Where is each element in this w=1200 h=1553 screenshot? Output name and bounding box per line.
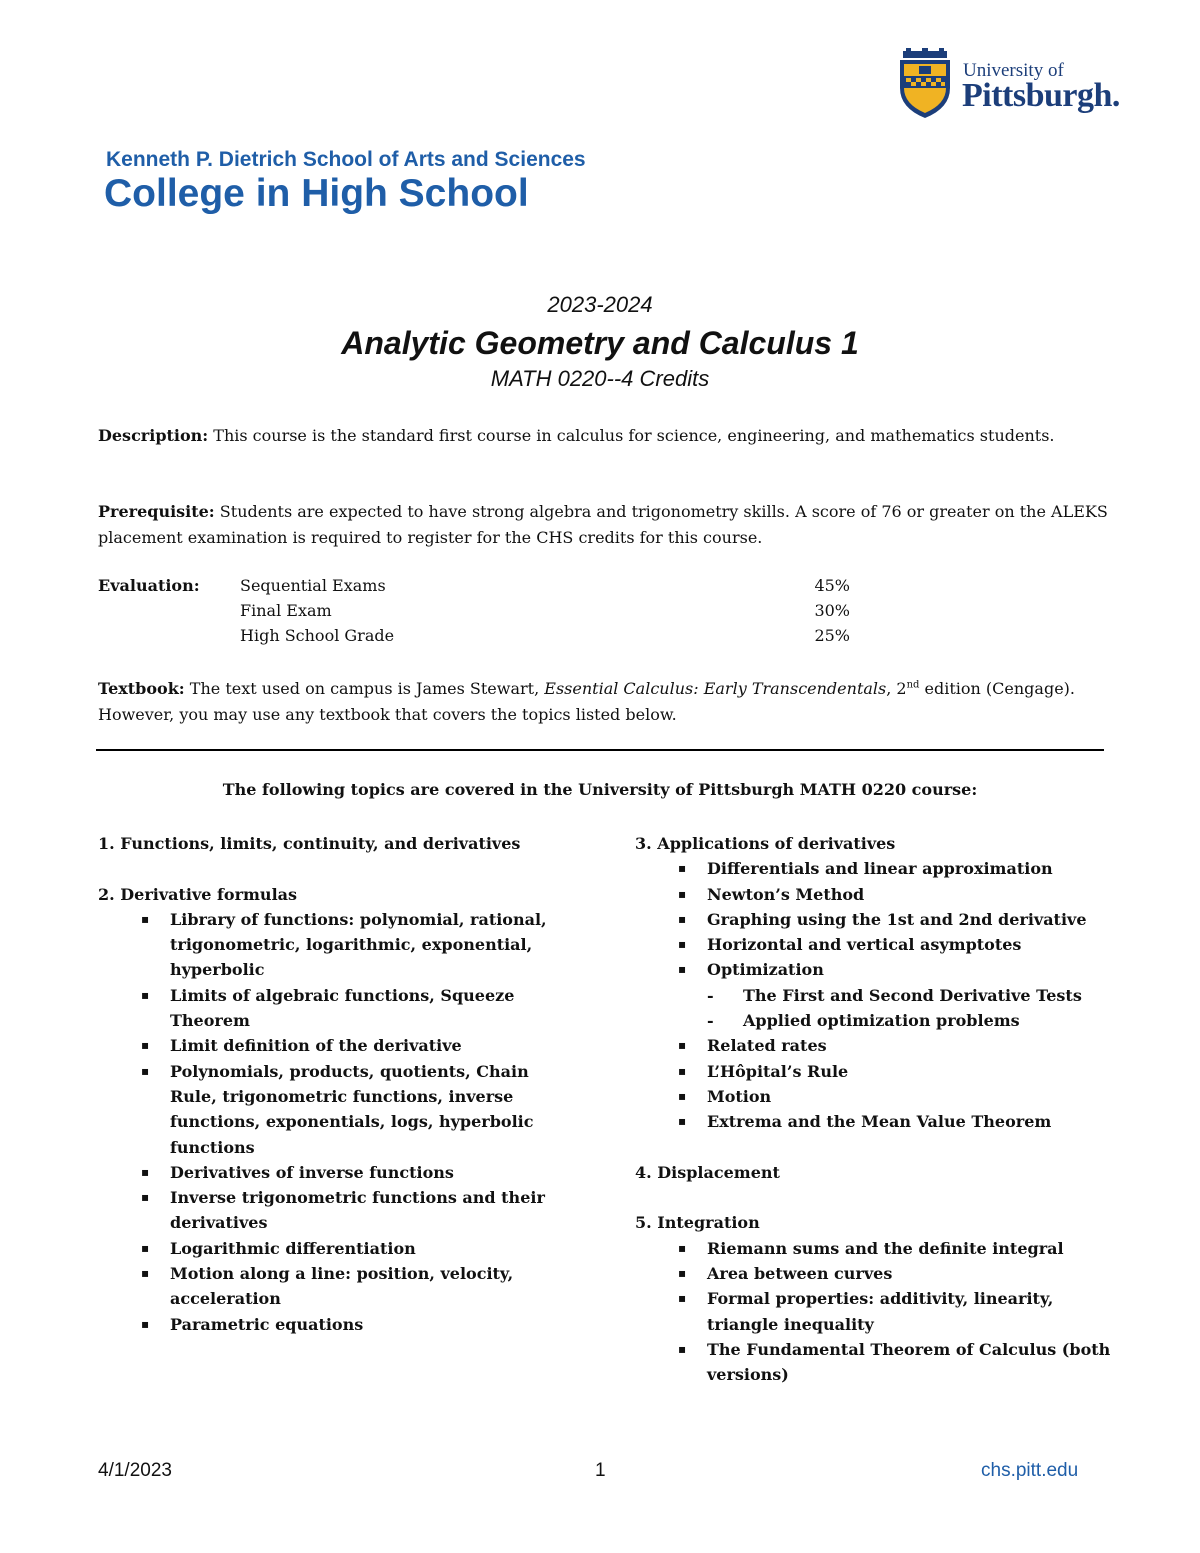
list-item: ▪ L’Hôpital’s Rule [635, 1059, 1115, 1084]
list-item: ▪ Parametric equations [98, 1312, 568, 1337]
textbook-text-post: edition (Cengage). However, you may use any textbook that covers the topics listed below. [98, 679, 1075, 724]
course-code: MATH 0220--4 Credits [490, 366, 710, 391]
description-label: Description: [98, 426, 209, 445]
university-logo [897, 48, 1137, 123]
list-item: ▪ Area between curves [635, 1261, 1115, 1286]
list-item: ▪ Polynomials, products, quotients, Chain Rule, trigonometric functions, inverse functions, exponentials, logs, hyperbolic functions [98, 1059, 568, 1160]
university-seal-icon [897, 48, 953, 120]
course-title: Analytic Geometry and Calculus 1 [341, 325, 859, 361]
list-item: ▪ Extrema and the Mean Value Theorem [635, 1109, 1115, 1134]
section-title: 1. Functions, limits, continuity, and derivatives [98, 834, 521, 853]
evaluation-item: Sequential Exams [240, 576, 386, 595]
list-item: ▪ Derivatives of inverse functions [98, 1160, 568, 1185]
evaluation-item: Final Exam [240, 601, 332, 620]
program-name: College in High School [104, 172, 529, 215]
evaluation-row [240, 626, 850, 645]
section-title: 3. Applications of derivatives [635, 834, 896, 853]
sub-list-item: - Applied optimization problems [707, 1008, 1115, 1033]
footer-date: 4/1/2023 [98, 1460, 172, 1481]
school-name: Kenneth P. Dietrich School of Arts and Sciences [106, 148, 586, 171]
topics-heading: The following topics are covered in the University of Pittsburgh MATH 0220 course: [222, 780, 978, 799]
topic-list [635, 1236, 1115, 1388]
list-item: ▪ Motion along a line: position, velocity, acceleration [98, 1261, 568, 1312]
list-item: ▪ Limits of algebraic functions, Squeeze Theorem [98, 983, 568, 1034]
list-item-optimization [635, 957, 1115, 1033]
list-item: ▪ Related rates [635, 1033, 1115, 1058]
section-title: 2. Derivative formulas [98, 884, 298, 904]
list-item: ▪ Logarithmic differentiation [98, 1236, 568, 1261]
sub-list-item: - The First and Second Derivative Tests [707, 983, 1115, 1008]
list-item: ▪ Horizontal and vertical asymptotes [635, 932, 1115, 957]
prerequisite-label: Prerequisite: [98, 502, 215, 521]
section-title: 5. Integration [635, 1213, 760, 1233]
prerequisite-text: Students are expected to have strong algebra and trigonometry skills. A score of 76 or greater on the ALEKS placement examination is required to register for the CHS credits for this course. [98, 502, 1108, 547]
list-item: ▪ Formal properties: additivity, linearity, triangle inequality [635, 1286, 1115, 1337]
list-item: ▪ The Fundamental Theorem of Calculus (both versions) [635, 1337, 1115, 1388]
evaluation-percent: 25% [814, 626, 850, 645]
textbook-text-mid: , 2 [886, 679, 907, 698]
list-item: ▪ Differentials and linear approximation [635, 856, 1115, 881]
section-divider [96, 749, 1104, 751]
textbook-paragraph [98, 676, 1108, 727]
description-paragraph [98, 423, 1108, 449]
list-item: ▪ Inverse trigonometric functions and their derivatives [98, 1185, 568, 1236]
list-item: ▪ Limit definition of the derivative [98, 1033, 568, 1058]
sub-topic-list [707, 983, 1115, 1034]
topics-column-right [635, 831, 1115, 1388]
footer-website-link[interactable]: chs.pitt.edu [981, 1460, 1079, 1481]
section-title: 4. Displacement [635, 1162, 780, 1182]
academic-year: 2023-2024 [547, 292, 653, 317]
textbook-title: Essential Calculus: Early Transcendentals [544, 679, 887, 698]
page-number: 1 [595, 1460, 606, 1481]
evaluation-percent: 45% [814, 576, 850, 595]
textbook-text-pre: The text used on campus is James Stewart, [184, 679, 545, 698]
evaluation-percent: 30% [814, 601, 850, 620]
logo-pittsburgh: Pittsburgh. [962, 77, 1120, 114]
list-item-label: Optimization [707, 960, 824, 980]
prerequisite-paragraph [98, 499, 1108, 550]
topics-column-left [98, 831, 568, 1337]
evaluation-item: High School Grade [240, 626, 395, 645]
logo-university-of: University of [963, 60, 1064, 81]
description-text: This course is the standard first course in calculus for science, engineering, and mathematics students. [208, 426, 1055, 445]
evaluation-row [240, 601, 850, 620]
textbook-edition-sup: nd [906, 679, 920, 691]
list-item: ▪ Library of functions: polynomial, rational, trigonometric, logarithmic, exponential, hyperbolic [98, 907, 568, 983]
list-item: ▪ Motion [635, 1084, 1115, 1109]
evaluation-row [240, 576, 850, 595]
textbook-label: Textbook: [98, 679, 185, 698]
topic-list [635, 856, 1115, 1134]
topic-list [98, 907, 568, 1337]
list-item: ▪ Newton’s Method [635, 882, 1115, 907]
evaluation-label: Evaluation: [98, 576, 200, 595]
list-item: ▪ Riemann sums and the definite integral [635, 1236, 1115, 1261]
list-item: ▪ Graphing using the 1st and 2nd derivative [635, 907, 1115, 932]
